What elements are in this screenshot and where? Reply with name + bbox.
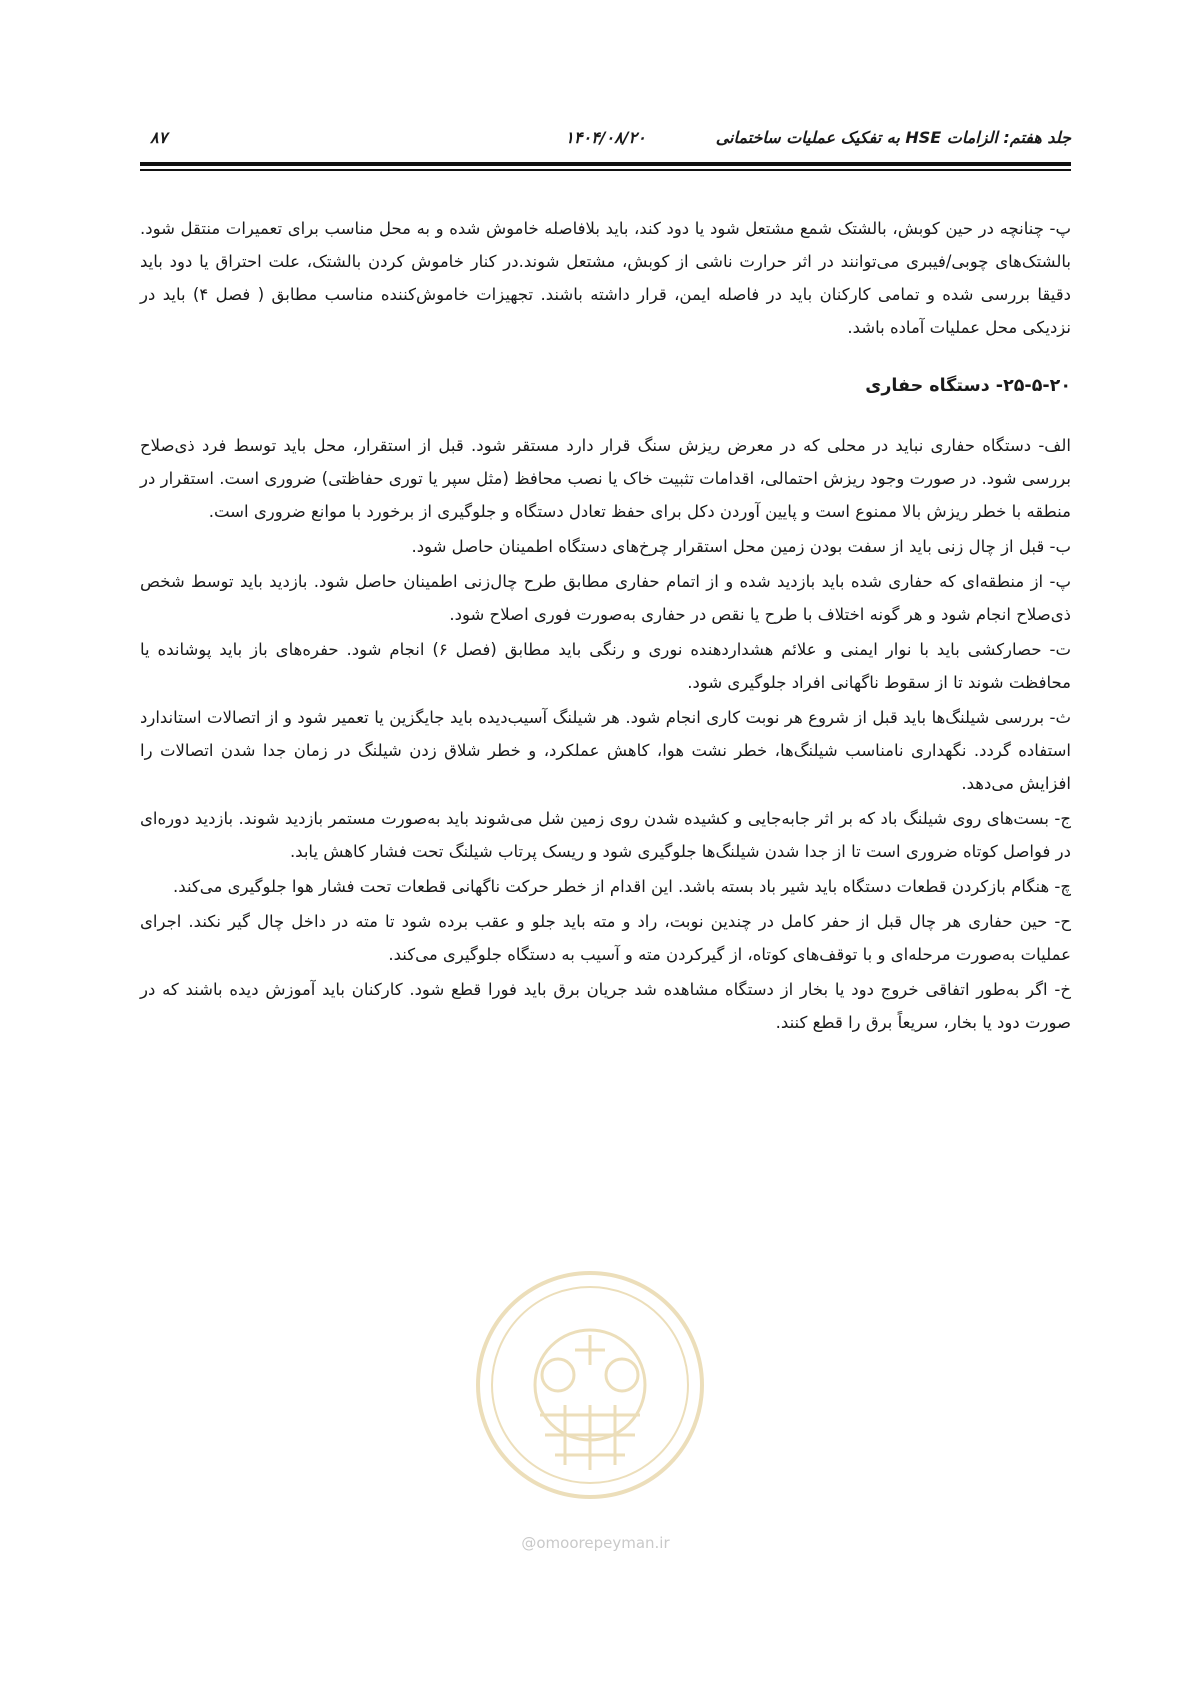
paragraph-alef: الف- دستگاه حفاری نباید در محلی که در معرض ریزش سنگ قرار دارد مستقر شود. قبل از استقرار، محل باید توسط فرد ذی‌صلاح بررسی شود. در صورت وجود ریزش احتمالی، اقدامات تثبیت خاک یا نصب محافظ (مثل سپر یا توری حفاظتی) ضروری است. استقرار در منطقه با خطر ریزش بالا ممنوع است و پایین آوردن دکل برای حفظ تعادل دستگاه و جلوگیری از برخورد با موانع ضروری است. [140,436,1071,521]
section-heading: ۲۵-۵-۲۰- دستگاه حفاری [865,376,1071,396]
page-number: ۸۷ [150,128,168,147]
paragraph-che: چ- هنگام بازکردن قطعات دستگاه باید شیر باد بسته باشد. این اقدام از خطر حرکت ناگهانی قطعات تحت فشار هوا جلوگیری می‌کند. [173,877,1071,896]
header-title: جلد هفتم: الزامات HSE به تفکیک عملیات ساختمانی [715,128,1071,147]
paragraph-se: ث- بررسی شیلنگ‌ها باید قبل از شروع هر نوبت کاری انجام شود. هر شیلنگ آسیب‌دیده باید جایگزین یا تعمیر شود و از اتصالات استاندارد استفاده گردد. نگهداری نامناسب شیلنگ‌ها، خطر نشت هوا، کاهش عملکرد، و خطر شلاق زدن شیلنگ در زمان جدا شدن اتصالات را افزایش می‌دهد. [140,708,1071,793]
page-body [140,212,1071,1041]
header-divider-thin [140,169,1071,171]
header-date: ۱۴۰۴/۰۸/۲۰ [565,128,646,147]
paragraph-jim: ج- بست‌های روی شیلنگ باد که بر اثر جابه‌جایی و کشیده شدن روی زمین شل می‌شوند باید به‌صورت مستمر بازدید شوند. بازدید دوره‌ای در فواصل کوتاه ضروری است تا از جدا شدن شیلنگ‌ها جلوگیری شود و ریسک پرتاب شیلنگ تحت فشار کاهش یابد. [140,809,1071,861]
paragraph-he: ح- حین حفاری هر چال قبل از حفر کامل در چندین نوبت، راد و مته باید جلو و عقب برده شود تا مته در داخل چال گیر نکند. اجرای عملیات به‌صورت مرحله‌ای و با توقف‌های کوتاه، از گیرکردن مته و آسیب به دستگاه جلوگیری می‌کند. [140,912,1071,964]
seal-logo-icon [470,1265,710,1505]
paragraph-pe-top: پ- چنانچه در حین کوبش، بالشتک شمع مشتعل شود یا دود کند، باید بلافاصله خاموش شده و به محل مناسب برای تعمیرات منتقل شود. بالشتک‌های چوبی/فیبری می‌توانند در اثر حرارت ناشی از کوبش، مشتعل شوند.در کنار خاموش کردن بالشتک، علت احتراق یا دود باید دقیقا بررسی شده و تمامی کارکنان باید در فاصله ایمن، قرار داشته باشند. تجهیزات خاموش‌کننده مناسب مطابق ( فصل ۴) باید در نزدیکی محل عملیات آماده باشد. [140,219,1071,337]
header-divider-thick [140,162,1071,166]
page-header [140,128,1071,158]
paragraph-te: ت- حصارکشی باید با نوار ایمنی و علائم هشداردهنده نوری و رنگی باید مطابق (فصل ۶) انجام شود. حفره‌های باز باید پوشانده یا محافظت شوند تا از سقوط ناگهانی افراد جلوگیری شود. [140,640,1071,692]
watermark-text: @omoorepeyman.ir [521,1534,670,1552]
paragraph-pe: پ- از منطقه‌ای که حفاری شده باید بازدید شده و از اتمام حفاری مطابق طرح چال‌زنی اطمینان حاصل شود. بازدید باید توسط شخص ذی‌صلاح انجام شود و هر گونه اختلاف با طرح یا نقص در حفاری به‌صورت فوری اصلاح شود. [140,572,1071,624]
paragraph-khe: خ- اگر به‌طور اتفاقی خروج دود یا بخار از دستگاه مشاهده شد جریان برق باید فورا قطع شود. کارکنان باید آموزش دیده باشند که در صورت دود یا بخار، سریعاً برق را قطع کنند. [140,980,1071,1032]
paragraph-be: ب- قبل از چال زنی باید از سفت بودن زمین محل استقرار چرخ‌های دستگاه اطمینان حاصل شود. [411,537,1071,556]
